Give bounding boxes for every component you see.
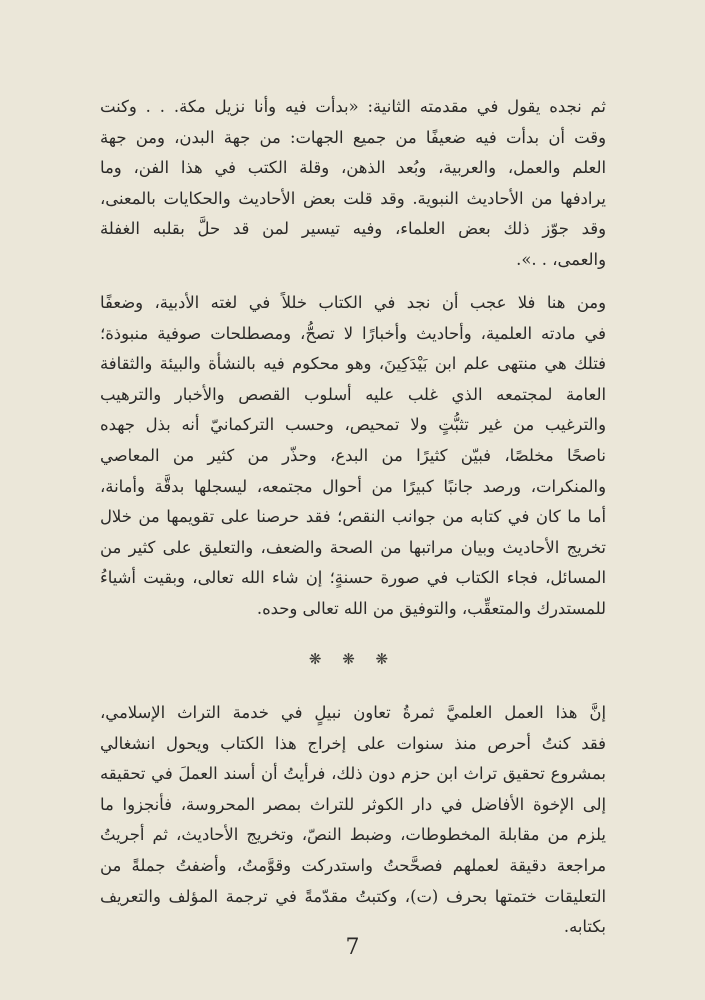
paragraph-2 xyxy=(100,288,606,625)
text-line: ومن هنا فلا عجب أن نجد في الكتاب خللاً في لغته الأدبية، وضعفًا xyxy=(100,293,606,312)
text-line: العامة لمجتمعه الذي غلب عليه أسلوب القصص والأخبار والترهيب xyxy=(100,384,606,404)
text-line: في مادته العلمية، وأحاديث وأخبارًا لا تصحُّ، ومصطلحات صوفية منبوذة؛ xyxy=(100,323,606,343)
text-line: بمشروع تحقيق تراث ابن حزم دون ذلك، فرأيتُ أن أسند العملَ في تحقيقه xyxy=(100,764,606,784)
text-line: إلى الإخوة الأفاضل في دار الكوثر للتراث بمصر المحروسة، فأنجزوا ما xyxy=(100,794,606,814)
text-line: فتلك هي منتهى علم ابن بَيْدَكِينَ، وهو محكوم فيه بالنشأة والبيئة والثقافة xyxy=(100,354,606,374)
text-line: والمنكرات، ورصد جانبًا كبيرًا من أحوال مجتمعه، ليسجلها بدقَّة وأمانة، xyxy=(100,476,606,496)
text-line: التعليقات ختمتها بحرف (ت)، وكتبتُ مقدّمةً في ترجمة المؤلف والتعريف xyxy=(100,886,606,906)
text-line: فقد كنتُ أحرص منذ سنوات على إخراج هذا الكتاب ويحول انشغالي xyxy=(100,733,606,753)
text-line: يلزم من مقابلة المخطوطات، وضبط النصّ، وتخريج الأحاديث، ثم أجريتُ xyxy=(100,825,606,845)
text-line: وقد جوّز ذلك بعض العلماء، وفيه تيسير لمن قد حلَّ بقلبه الغفلة xyxy=(100,219,606,239)
text-line: مراجعة دقيقة لعملهم فصحَّحتُ واستدركت وقوَّمتُ، وأضفتُ جملةً من xyxy=(100,855,606,875)
text-line: المسائل، فجاء الكتاب في صورة حسنةٍ؛ إن شاء الله تعالى، وبقيت أشياءُ xyxy=(100,568,606,588)
text-line: وقت أن بدأت فيه ضعيفًا من جميع الجهات: من جهة البدن، ومن جهة xyxy=(100,127,606,147)
text-line: والترغيب من غير تثبُّتٍ ولا تمحيص، وحسب التركمانيّ أنه بذل جهده xyxy=(100,415,606,435)
text-line: إنَّ هذا العمل العلميَّ ثمرةُ تعاون نبيلٍ في خدمة التراث الإسلامي، xyxy=(100,703,606,722)
text-line: العلم والعمل، والعربية، وبُعد الذهن، وقلة الكتب في هذا الفن، وما xyxy=(100,158,606,178)
text-line: والعمى، . .». xyxy=(516,249,606,269)
section-separator: ❋ ❋ ❋ xyxy=(308,650,397,668)
text-line: يرادفها من الأحاديث النبوية. وقد قلت بعض الأحاديث والحكايات بالمعنى، xyxy=(100,188,606,208)
paragraph-3 xyxy=(100,698,606,943)
paragraph-1 xyxy=(100,92,606,276)
text-line: ثم نجده يقول في مقدمته الثانية: «بدأت فيه وأنا نزيل مكة. . . وكنت xyxy=(100,97,606,116)
page-number: 7 xyxy=(345,935,360,960)
text-line: بكتابه. xyxy=(563,917,606,937)
text-line: ناصحًا مخلصًا، فبيّن كثيرًا من البدع، وحذّر من كثير من المعاصي xyxy=(100,445,606,465)
text-line: للمستدرك والمتعقِّب، والتوفيق من الله تعالى وحده. xyxy=(256,598,606,618)
text-line: تخريج الأحاديث وبيان مراتبها من الصحة والضعف، والتعليق على كثير من xyxy=(100,537,606,557)
text-line: أما ما كان في كتابه من جوانب النقص؛ فقد حرصنا على تقويمها من خلال xyxy=(100,507,606,527)
